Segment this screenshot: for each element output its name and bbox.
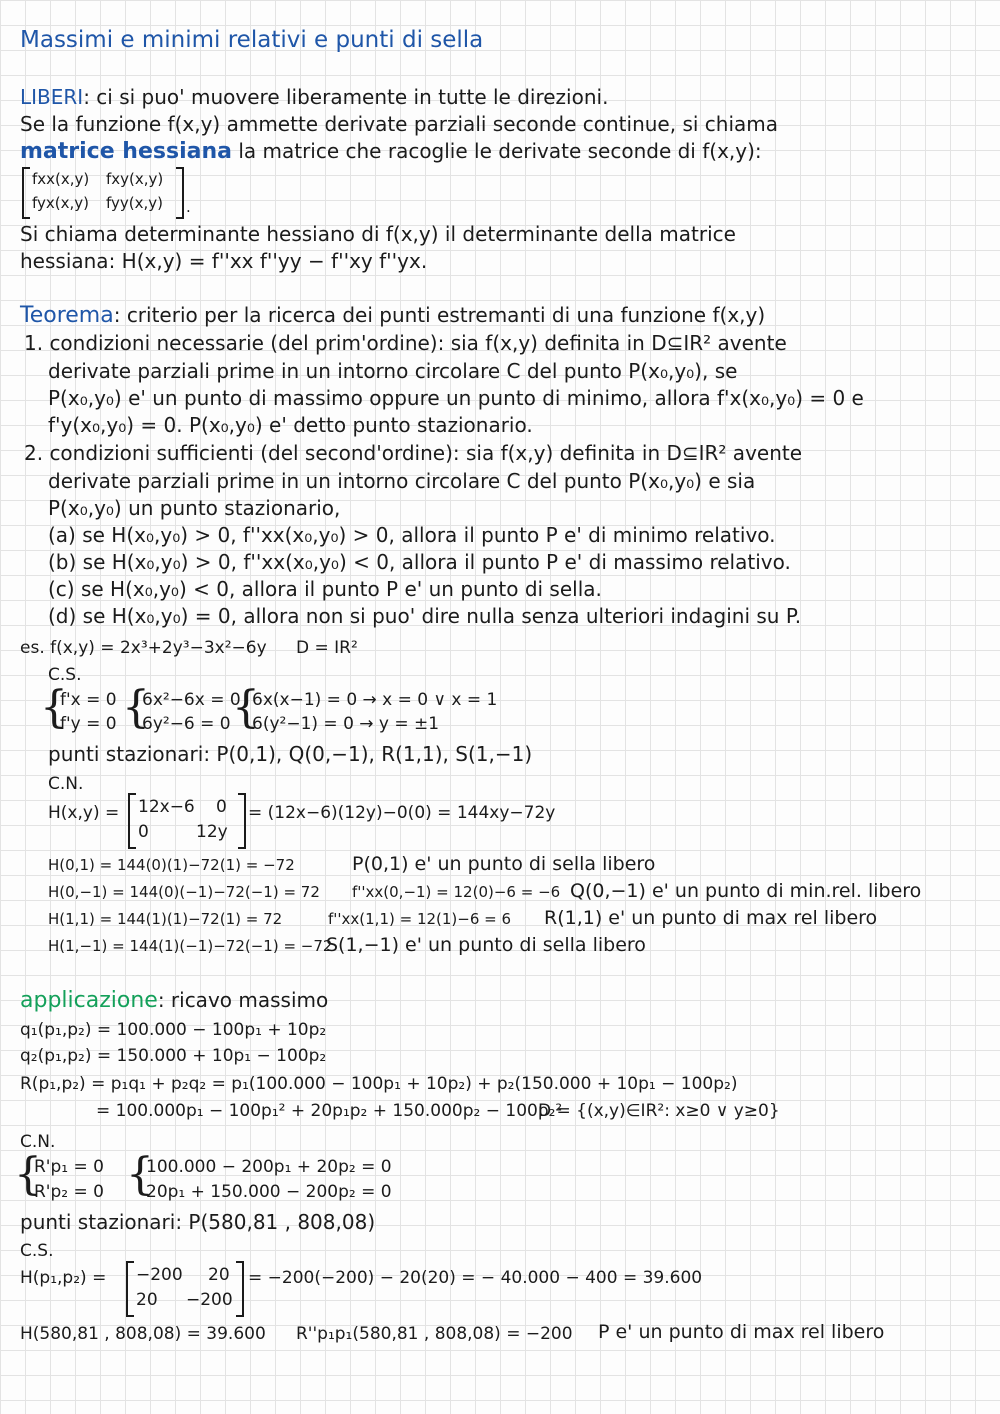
sys1-a: f'x = 0 (60, 690, 117, 710)
matrix-m11: fxx(x,y) (32, 170, 90, 188)
system-brace-2: { (122, 682, 150, 733)
example-domain: D = IR² (296, 638, 358, 658)
application-heading (20, 988, 328, 1013)
liberi-line (20, 85, 608, 109)
ex-h-m21: 0 (138, 822, 149, 842)
theorem-keyword: Teorema (20, 303, 114, 328)
app-matrix-bracket-left (126, 1261, 134, 1317)
condition-c: (c) se H(x₀,y₀) < 0, allora il punto P e' un punto di sella. (48, 577, 602, 601)
application-cn-label: C.N. (20, 1132, 56, 1152)
final-r: R''p₁p₁(580,81 , 808,08) = −200 (296, 1324, 573, 1344)
app-h-m12: 20 (208, 1265, 230, 1285)
ex-h-m22: 12y (196, 822, 228, 842)
det-line2: hessiana: H(x,y) = f''xx f''yy − f''xy f''yx. (20, 249, 428, 273)
result3-h: H(1,1) = 144(1)(1)−72(1) = 72 (48, 910, 283, 928)
condition-d: (d) se H(x₀,y₀) = 0, allora non si puo' dire nulla senza ulteriori indagini su P. (48, 604, 802, 628)
condition2-line1: 2. condizioni sufficienti (del second'ordine): sia f(x,y) definita in D⊆IR² avente (24, 441, 803, 465)
app-s1-a: R'p₁ = 0 (34, 1157, 104, 1177)
result1-h: H(0,1) = 144(0)(1)−72(1) = −72 (48, 856, 295, 874)
condition1-line4: f'y(x₀,y₀) = 0. P(x₀,y₀) e' detto punto stazionario. (48, 413, 533, 437)
sys2-b: 6y²−6 = 0 (142, 714, 231, 734)
app-s2-a: 100.000 − 200p₁ + 20p₂ = 0 (146, 1157, 392, 1177)
result2-fxx: f''xx(0,−1) = 12(0)−6 = −6 (352, 883, 561, 901)
final-verdict: P e' un punto di max rel libero (598, 1321, 885, 1343)
page-title: Massimi e minimi relativi e punti di sella (20, 27, 484, 53)
system-brace-1: { (40, 682, 68, 733)
matrix-bracket-left (22, 167, 30, 219)
matrix-m22: fyy(x,y) (106, 194, 163, 212)
condition1-line1: 1. condizioni necessarie (del prim'ordine): sia f(x,y) definita in D⊆IR² avente (24, 331, 787, 355)
condition1-line2: derivate parziali prime in un intorno circolare C del punto P(x₀,y₀), se (48, 359, 738, 383)
app-s2-b: 20p₁ + 150.000 − 200p₂ = 0 (146, 1182, 392, 1202)
sys3-b: 6(y²−1) = 0 → y = ±1 (252, 714, 440, 734)
sys3-a: 6x(x−1) = 0 → x = 0 ∨ x = 1 (252, 690, 498, 710)
final-h: H(580,81 , 808,08) = 39.600 (20, 1324, 266, 1344)
app-brace-1: { (14, 1149, 42, 1200)
app-brace-2: { (126, 1149, 154, 1200)
condition-a: (a) se H(x₀,y₀) > 0, f''xx(x₀,y₀) > 0, allora il punto P e' di minimo relativo. (48, 523, 776, 547)
example-cs-label: C.S. (48, 665, 82, 685)
condition2-line2: derivate parziali prime in un intorno circolare C del punto P(x₀,y₀) e sia (48, 469, 756, 493)
example-stationary: punti stazionari: P(0,1), Q(0,−1), R(1,1), S(1,−1) (48, 742, 533, 766)
app-h-label: H(p₁,p₂) = (20, 1268, 107, 1288)
example-h-label: H(x,y) = (48, 803, 120, 823)
matrix-m21: fyx(x,y) (32, 194, 89, 212)
application-keyword: applicazione (20, 988, 158, 1013)
hessian-intro-line2 (20, 139, 762, 164)
revenue-line2: = 100.000p₁ − 100p₁² + 20p₁p₂ + 150.000p₂ − 100p₂² (96, 1101, 563, 1121)
system-brace-3: { (232, 682, 260, 733)
app-h-m11: −200 (136, 1265, 183, 1285)
matrix-period: . (186, 198, 191, 216)
application-cs-label: C.S. (20, 1241, 54, 1261)
result2-h: H(0,−1) = 144(0)(−1)−72(−1) = 72 (48, 883, 320, 901)
theorem-heading (20, 303, 765, 328)
ex-matrix-bracket-right (238, 793, 246, 849)
result3-verdict: R(1,1) e' un punto di max rel libero (544, 907, 878, 929)
revenue-domain: D = {(x,y)∈IR²: x≥0 ∨ y≥0} (538, 1101, 780, 1121)
condition1-line3: P(x₀,y₀) e' un punto di massimo oppure un punto di minimo, allora f'x(x₀,y₀) = 0 e (48, 386, 864, 410)
ex-h-m11: 12x−6 (138, 797, 195, 817)
liberi-keyword: LIBERI (20, 85, 84, 109)
det-line1: Si chiama determinante hessiano di f(x,y) il determinante della matrice (20, 222, 736, 246)
app-matrix-bracket-right (236, 1261, 244, 1317)
sys1-b: f'y = 0 (60, 714, 117, 734)
example-function: es. f(x,y) = 2x³+2y³−3x²−6y (20, 638, 267, 658)
ex-h-m12: 0 (216, 797, 227, 817)
matrix-m12: fxy(x,y) (106, 170, 164, 188)
application-heading-text: : ricavo massimo (157, 988, 329, 1012)
app-h-m21: 20 (136, 1290, 158, 1310)
demand-q1: q₁(p₁,p₂) = 100.000 − 100p₁ + 10p₂ (20, 1020, 327, 1040)
result3-fxx: f''xx(1,1) = 12(1)−6 = 6 (328, 910, 512, 928)
application-stationary: punti stazionari: P(580,81 , 808,08) (20, 1210, 376, 1234)
result4-verdict: S(1,−1) e' un punto di sella libero (326, 934, 646, 956)
revenue-line1: R(p₁,p₂) = p₁q₁ + p₂q₂ = p₁(100.000 − 100p₁ + 10p₂) + p₂(150.000 + 10p₁ − 100p₂) (20, 1074, 738, 1094)
liberi-text: : ci si puo' muovere liberamente in tutte le direzioni. (83, 85, 609, 109)
example-h-expr: = (12x−6)(12y)−0(0) = 144xy−72y (248, 803, 556, 823)
app-h-expr: = −200(−200) − 20(20) = − 40.000 − 400 = 39.600 (248, 1268, 703, 1288)
hessian-intro-text: la matrice che racoglie le derivate seconde di f(x,y): (231, 139, 762, 163)
condition-b: (b) se H(x₀,y₀) > 0, f''xx(x₀,y₀) < 0, allora il punto P e' di massimo relativo. (48, 550, 791, 574)
sys2-a: 6x²−6x = 0 (142, 690, 241, 710)
ex-matrix-bracket-left (128, 793, 136, 849)
demand-q2: q₂(p₁,p₂) = 150.000 + 10p₁ − 100p₂ (20, 1046, 327, 1066)
app-h-m22: −200 (186, 1290, 233, 1310)
result4-h: H(1,−1) = 144(1)(−1)−72(−1) = −72 (48, 937, 333, 955)
hessian-keyword: matrice hessiana (20, 139, 232, 164)
example-cn-label: C.N. (48, 774, 84, 794)
matrix-bracket-right (176, 167, 184, 219)
hessian-intro-line1: Se la funzione f(x,y) ammette derivate parziali seconde continue, si chiama (20, 112, 779, 136)
app-s1-b: R'p₂ = 0 (34, 1182, 104, 1202)
result1-verdict: P(0,1) e' un punto di sella libero (352, 853, 656, 875)
condition2-line3: P(x₀,y₀) un punto stazionario, (48, 496, 341, 520)
theorem-heading-text: : criterio per la ricerca dei punti estremanti di una funzione f(x,y) (113, 303, 766, 327)
result2-verdict: Q(0,−1) e' un punto di min.rel. libero (570, 880, 922, 902)
